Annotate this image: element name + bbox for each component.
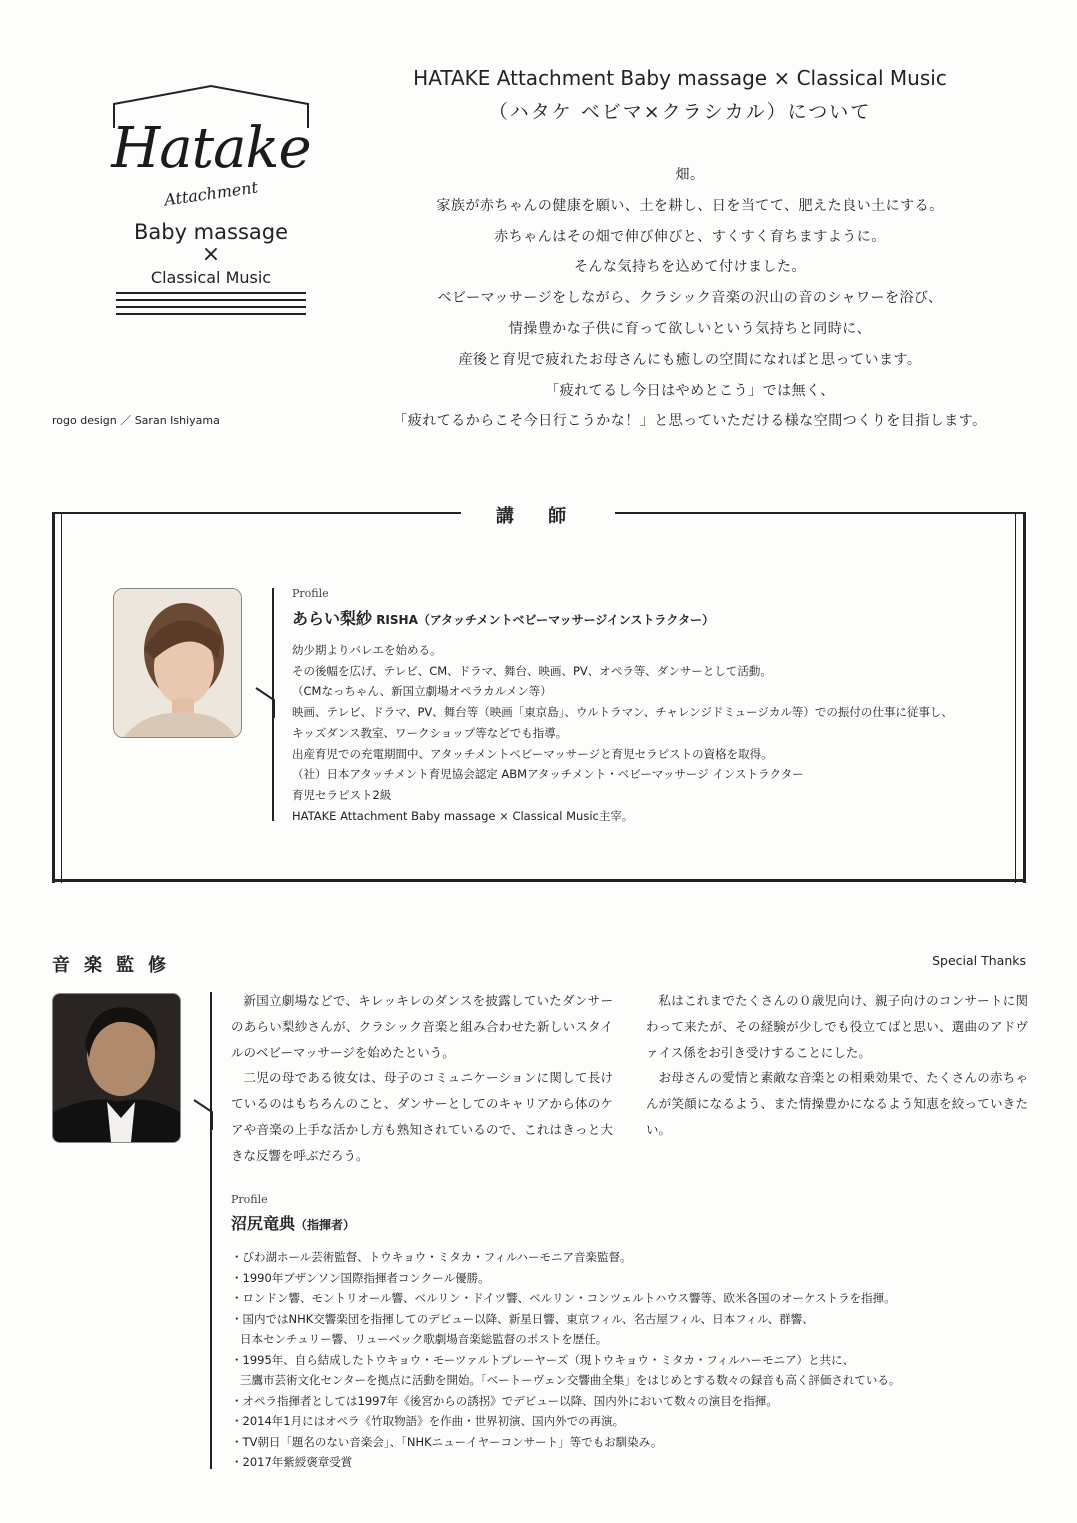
logo-cross: × <box>201 242 221 267</box>
profile-line: （社）日本アタッチメント育児協会認定 ABMアタッチメント・ベビーマッサージ インストラクター <box>292 767 804 782</box>
music-profile-bar <box>210 992 212 1469</box>
instructor-name-sub: RISHA（アタッチメントベビーマッサージインストラクター） <box>372 613 715 627</box>
special-thanks-label: Special Thanks <box>932 953 1026 968</box>
instructor-heading: 講 師 <box>495 506 581 527</box>
intro-line: ベビーマッサージをしながら、クラシック音楽の沢山の音のシャワーを浴び、 <box>437 290 943 307</box>
conductor-name-main: 沼尻竜典 <box>231 1214 296 1233</box>
profile-line: キッズダンス教室、ワークショップ等などでも指導。 <box>292 725 568 740</box>
instructor-photo <box>113 588 242 738</box>
comment-paragraph: 二児の母である彼女は、母子のコミュニケーションに関して長けているのはもちろんのこと、ダンサーとしてのキャリアから体のケアや音楽の上手な活かし方も熟知されているので、これはきっと大きな反響を呼ぶだろう。 <box>231 1070 613 1163</box>
bio-line: ・ロンドン響、モントリオール響、ベルリン・ドイツ響、ベルリン・コンツェルトハウス響等、欧米各国のオーケストラを指揮。 <box>231 1291 896 1305</box>
music-comment-column-1 <box>231 988 613 1169</box>
logo-baby-massage: Baby massage <box>133 220 289 244</box>
intro-line: 産後と育児で疲れたお母さんにも癒しの空間になればと思っています。 <box>458 351 922 368</box>
intro-line: 畑。 <box>675 167 705 183</box>
bio-line: 日本センチュリー響、リューベック歌劇場音楽総監督のポストを歴任。 <box>240 1332 608 1346</box>
profile-line: その後幅を広げ、テレビ、CM、ドラマ、舞台、映画、PV、オペラ等、ダンサーとして活動。 <box>292 663 772 678</box>
profile-line: 出産育児での充電期間中、アタッチメントベビーマッサージと育児セラピストの資格を取得。 <box>292 746 773 761</box>
instructor-name <box>292 606 714 629</box>
bio-line: ・国内ではNHK交響楽団を指揮してのデビュー以降、新星日響、東京フィル、名古屋フィル、日本フィル、群響、 <box>231 1311 814 1326</box>
profile-line: 映画、テレビ、ドラマ、PV、舞台等（映画「東京島」、ウルトラマン、チャレンジドミュージカル等）での振付の仕事に従事し、 <box>292 705 953 720</box>
bio-line: ・1990年ブザンソン国際指揮者コンクール優勝。 <box>231 1270 490 1285</box>
bio-line: ・2014年1月にはオペラ《竹取物語》を作曲・世界初演、国内外での再演。 <box>231 1414 625 1428</box>
intro-line: 情操豊かな子供に育って欲しいという気持ちと同時に、 <box>508 320 872 337</box>
instructor-profile <box>292 640 953 826</box>
intro-title-ja: （ハタケ ベビマ×クラシカル）について <box>488 101 872 123</box>
bio-line: ・オペラ指揮者としては1997年《後宮からの誘拐》でデビュー以降、国内外において数々の演目を指揮。 <box>231 1393 778 1408</box>
bio-line: ・2017年紫綬褒章受賞 <box>231 1455 353 1469</box>
bio-line: 三鷹市芸術文化センターを拠点に活動を開始。「ベートーヴェン交響曲全集」をはじめとする数々の録音も高く評価されている。 <box>240 1373 901 1387</box>
logo-classical-music: Classical Music <box>150 268 272 287</box>
bracket-notch-icon <box>192 1092 214 1132</box>
instructor-name-main: あらい梨紗 <box>292 609 373 628</box>
intro-title-en: HATAKE Attachment Baby massage × Classical Music <box>413 66 947 90</box>
conductor-name <box>231 1211 355 1234</box>
intro-line: 赤ちゃんはその畑で伸び伸びと、すくすく育ちますように。 <box>494 228 886 245</box>
logo-lines <box>116 292 306 320</box>
profile-line: （CMなっちゃん、新国立劇場オペラカルメン等） <box>292 684 552 699</box>
intro-line: 家族が赤ちゃんの健康を願い、土を耕し、日を当てて、肥えた良い土にする。 <box>436 197 944 214</box>
profile-line: HATAKE Attachment Baby massage × Classical Music主宰。 <box>292 808 634 823</box>
hatake-logo <box>108 84 314 324</box>
comment-paragraph: 新国立劇場などで、キレッキレのダンスを披露していたダンサーのあらい梨紗さんが、クラシック音楽と組み合わせた新しいスタイルのベビーマッサージを始めたという。 <box>231 993 613 1060</box>
music-comment-column-2 <box>646 988 1028 1143</box>
portrait-woman-image <box>114 589 241 737</box>
conductor-profile <box>231 1247 900 1473</box>
comment-paragraph: 私はこれまでたくさんの０歳児向け、親子向けのコンサートに関わって来たが、その経験が少しでも役立てばと思い、選曲のアドヴァイス係をお引き受けすることにした。 <box>646 993 1028 1060</box>
logo-script: Hatake <box>111 116 311 181</box>
conductor-profile-label: Profile <box>231 1193 268 1206</box>
profile-line: 育児セラピスト2級 <box>292 787 392 802</box>
instructor-profile-label: Profile <box>292 587 329 600</box>
intro-line: 「疲れてるからこそ今日行こうかな！」と思っていただける様な空間つくりを目指します。 <box>393 413 987 430</box>
logo-attachment: Attachment <box>162 177 260 210</box>
intro-line: そんな気持ちを込めて付けました。 <box>574 259 806 276</box>
conductor-name-sub: （指揮者） <box>295 1218 356 1232</box>
bio-line: ・びわ湖ホール芸術監督、トウキョウ・ミタカ・フィルハーモニア音楽監督。 <box>231 1250 632 1264</box>
profile-line: 幼少期よりバレエを始める。 <box>292 643 442 657</box>
bracket-notch-icon <box>254 680 276 720</box>
conductor-photo <box>52 993 181 1143</box>
bio-line: ・TV朝日「題名のない音楽会」、「NHKニューイヤーコンサート」等でもお馴染み。 <box>231 1434 663 1449</box>
comment-paragraph: お母さんの愛情と素敵な音楽との相乗効果で、たくさんの赤ちゃんが笑顔になるよう、また情操豊かになるよう知恵を絞っていきたい。 <box>646 1070 1028 1137</box>
logo-credit: rogo design ／ Saran Ishiyama <box>52 414 220 427</box>
intro-line: 「疲れてるし今日はやめとこう」では無く、 <box>545 382 835 399</box>
bio-line: ・1995年、自ら結成したトウキョウ・モーツァルトプレーヤーズ（現トウキョウ・ミタカ・フィルハーモニア）と共に、 <box>231 1352 855 1367</box>
intro-body <box>360 160 1020 437</box>
portrait-man-image <box>53 994 180 1142</box>
music-director-heading: 音楽監修 <box>52 955 180 976</box>
